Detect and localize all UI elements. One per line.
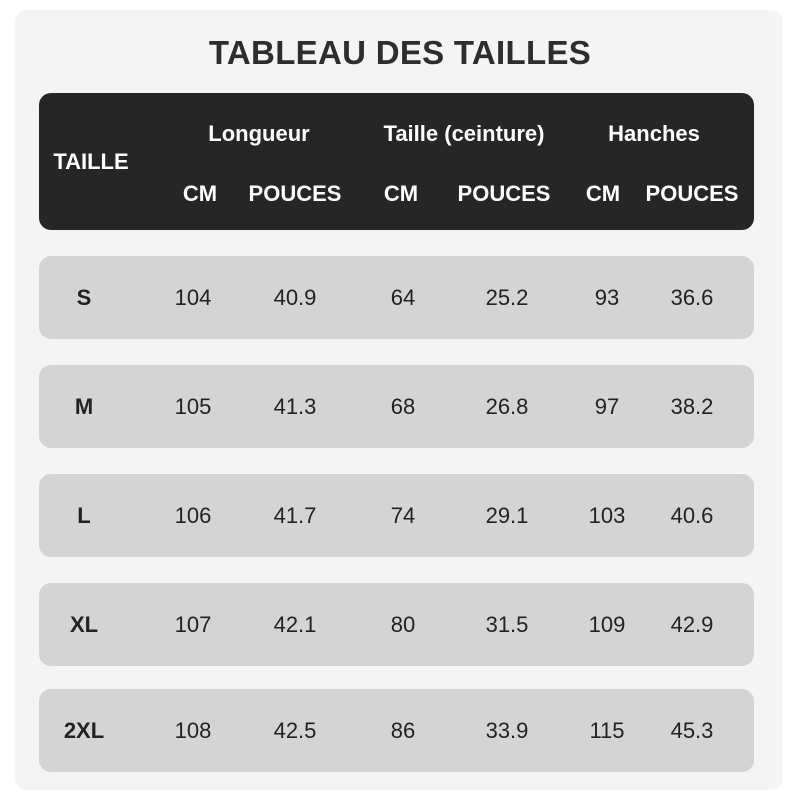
table-row	[39, 256, 754, 339]
cell-ceinture-pouces: 33.9	[485, 718, 529, 743]
cell-longueur-cm: 108	[174, 718, 212, 743]
cell-ceinture-cm: 64	[390, 285, 416, 310]
table-row	[39, 689, 754, 772]
page-title: TABLEAU DES TAILLES	[208, 34, 592, 71]
row-size-label: M	[74, 394, 94, 419]
cell-longueur-pouces: 42.1	[273, 612, 317, 637]
cell-ceinture-pouces: 31.5	[485, 612, 529, 637]
cell-longueur-cm: 107	[174, 612, 212, 637]
header-unit-ceinture-cm: CM	[383, 181, 419, 206]
cell-hanches-cm: 115	[589, 718, 625, 743]
cell-longueur-cm: 105	[174, 394, 212, 419]
cell-hanches-pouces: 38.2	[670, 394, 714, 419]
cell-hanches-cm: 109	[588, 612, 626, 637]
row-size-label: 2XL	[63, 718, 105, 743]
cell-ceinture-cm: 68	[390, 394, 416, 419]
cell-longueur-cm: 106	[174, 503, 212, 528]
cell-hanches-pouces: 36.6	[670, 285, 714, 310]
header-unit-hanches-cm: CM	[585, 181, 621, 206]
cell-ceinture-cm: 86	[390, 718, 416, 743]
table-header	[39, 93, 754, 230]
cell-ceinture-cm: 74	[390, 503, 416, 528]
cell-ceinture-pouces: 26.8	[485, 394, 529, 419]
cell-hanches-pouces: 45.3	[670, 718, 714, 743]
cell-hanches-cm: 103	[588, 503, 626, 528]
table-row	[39, 583, 754, 666]
cell-hanches-pouces: 42.9	[670, 612, 714, 637]
table-row	[39, 365, 754, 448]
header-group-taille-ceinture: Taille (ceinture)	[383, 121, 545, 146]
header-unit-longueur-pouces: POUCES	[248, 181, 342, 206]
header-unit-ceinture-pouces: POUCES	[457, 181, 551, 206]
header-unit-hanches-pouces: POUCES	[645, 181, 739, 206]
cell-longueur-pouces: 41.3	[273, 394, 317, 419]
cell-hanches-cm: 97	[594, 394, 620, 419]
row-size-label: XL	[69, 612, 99, 637]
header-unit-longueur-cm: CM	[182, 181, 218, 206]
cell-hanches-cm: 93	[594, 285, 620, 310]
header-group-hanches: Hanches	[608, 121, 700, 146]
row-size-label: S	[76, 285, 92, 310]
cell-longueur-pouces: 40.9	[273, 285, 317, 310]
header-group-longueur: Longueur	[208, 121, 310, 146]
cell-ceinture-cm: 80	[390, 612, 416, 637]
cell-hanches-pouces: 40.6	[670, 503, 714, 528]
cell-longueur-cm: 104	[174, 285, 212, 310]
cell-ceinture-pouces: 29.1	[485, 503, 529, 528]
cell-longueur-pouces: 41.7	[273, 503, 317, 528]
header-size-label: TAILLE	[53, 149, 129, 174]
cell-ceinture-pouces: 25.2	[485, 285, 529, 310]
row-size-label: L	[77, 503, 91, 528]
table-row	[39, 474, 754, 557]
cell-longueur-pouces: 42.5	[273, 718, 317, 743]
